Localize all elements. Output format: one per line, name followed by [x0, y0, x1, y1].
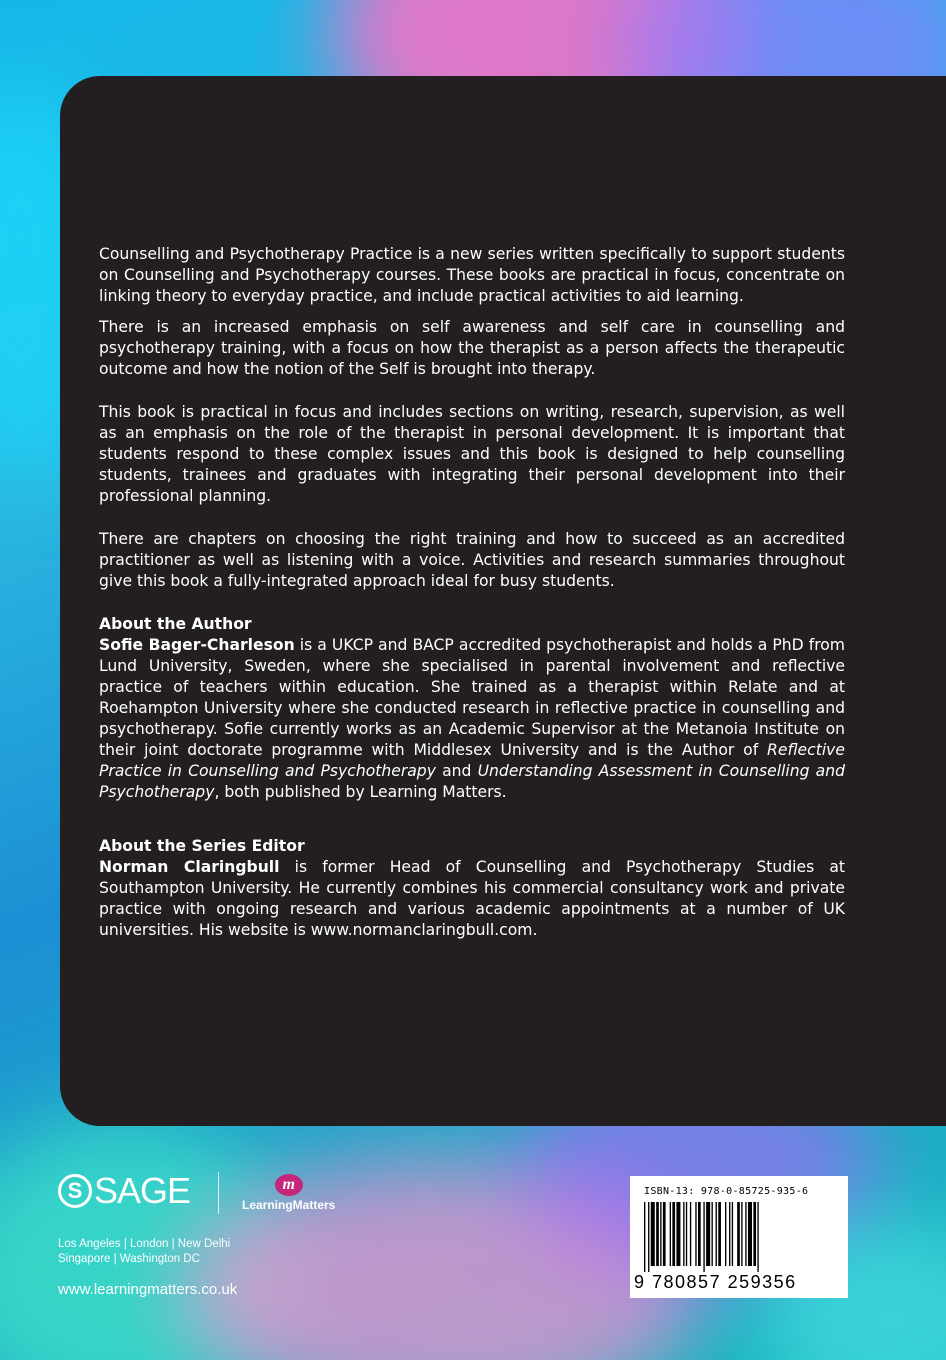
author-bio-start: is a UKCP and BACP accredited psychotherapist and holds a PhD from Lund University, Sweden, where she specialised in parental involvement and reflective practice of teachers within education. She trained as a therapist within Relate and at Roehampton University where she conducted research in reflective practice in counselling and psychotherapy. Sofie currently works as an Academic Supervisor at the Metanoia Institute on their joint doctorate programme with Middlesex University and is the Author of: [99, 636, 845, 759]
editor-bio-text: is former Head of Counselling and Psychotherapy Studies at Southampton University. He currently combines his commercial consultancy work and private practice with ongoing research and various academic appointments at a number of UK universities. His website is www.normanclaringbull.com.: [99, 858, 845, 939]
barcode-bar: [676, 1202, 680, 1266]
barcode-icon: [644, 1202, 836, 1272]
author-name: Sofie Bager-Charleson: [99, 636, 295, 654]
author-bio: [99, 635, 845, 803]
barcode-bar: [753, 1202, 756, 1266]
barcode-bar: [644, 1202, 645, 1272]
barcode-bar: [725, 1202, 726, 1266]
about-editor: [99, 836, 845, 941]
barcode-bar: [663, 1202, 666, 1266]
barcode-bar: [703, 1202, 704, 1272]
barcode-bar: [716, 1202, 717, 1266]
barcode-bar: [698, 1202, 701, 1266]
cities-line-1: Los Angeles | London | New Delhi: [58, 1238, 231, 1250]
learning-matters-icon: m: [275, 1174, 303, 1196]
learning-matters-wordmark: LearningMatters: [242, 1198, 336, 1212]
author-bio-and: and: [435, 762, 478, 780]
isbn-number: 9 780857 259356: [634, 1272, 797, 1292]
blurb-paragraph-1: Counselling and Psychotherapy Practice is a new series written specifically to support students on Counselling and Psychotherapy courses. These books are practical in focus, concentrate on linking theory to everyday practice, and include practical activities to aid learning.: [99, 245, 845, 305]
barcode-bar: [732, 1202, 733, 1266]
sage-circle-icon: S: [58, 1174, 92, 1208]
barcode-bar: [712, 1202, 713, 1266]
barcode-bar: [683, 1202, 684, 1266]
barcode-bar: [757, 1202, 758, 1272]
book-title-1: Reflective Practice in Counselling and Psychotherapy: [99, 741, 845, 780]
logo-divider: [218, 1172, 219, 1214]
isbn-label: ISBN-13: 978-0-85725-935-6: [644, 1186, 809, 1197]
editor-bio: [99, 857, 845, 941]
barcode-bar: [741, 1202, 742, 1266]
about-author-heading: About the Author: [99, 615, 252, 633]
learning-matters-logo: [242, 1174, 335, 1212]
barcode-bar: [745, 1202, 746, 1266]
back-cover-text: [99, 244, 845, 941]
barcode-box: [630, 1176, 848, 1298]
author-bio-end: , both published by Learning Matters.: [214, 783, 507, 801]
cities-line-2: Singapore | Washington DC: [58, 1253, 200, 1265]
barcode-bar: [656, 1202, 659, 1266]
blurb-paragraph-4: There are chapters on choosing the right training and how to succeed as an accredited practitioner as well as listening with a voice. Activities and research summaries throughout give this book a fully-integrated approach ideal for busy students.: [99, 530, 845, 590]
barcode-bar: [648, 1202, 649, 1272]
publisher-cities: [58, 1237, 230, 1267]
barcode-bar: [695, 1202, 696, 1266]
sage-logo: [58, 1170, 190, 1212]
barcode-bar: [729, 1202, 730, 1266]
publisher-url: www.learningmatters.co.uk: [58, 1281, 238, 1298]
barcode-bar: [748, 1202, 752, 1266]
sage-wordmark: SAGE: [94, 1170, 191, 1211]
barcode-bar: [670, 1202, 671, 1266]
blurb-paragraph-3: This book is practical in focus and includes sections on writing, research, supervision, as well as an emphasis on the role of the therapist in personal development. It is important that students respond to these complex issues and this book is designed to help counselling students, trainees and graduates with integrating their personal development into their professional planning.: [99, 403, 845, 505]
editor-name: Norman Claringbull: [99, 858, 280, 876]
about-author: [99, 614, 845, 803]
about-editor-heading: About the Series Editor: [99, 837, 305, 855]
barcode-bar: [651, 1202, 655, 1266]
barcode-bar: [737, 1202, 740, 1266]
barcode-bar: [706, 1202, 710, 1266]
barcode-bar: [686, 1202, 687, 1266]
barcode-bar: [718, 1202, 721, 1266]
blurb-paragraph-2: There is an increased emphasis on self awareness and self care in counselling and psychotherapy training, with a focus on how the therapist as a person affects the therapeutic outcome and how the notion of the Self is brought into therapy.: [99, 318, 845, 378]
barcode-bar: [690, 1202, 691, 1266]
barcode-bar: [660, 1202, 661, 1266]
book-title-2: Understanding Assessment in Counselling and Psychotherapy: [99, 762, 845, 801]
barcode-bar: [672, 1202, 675, 1266]
